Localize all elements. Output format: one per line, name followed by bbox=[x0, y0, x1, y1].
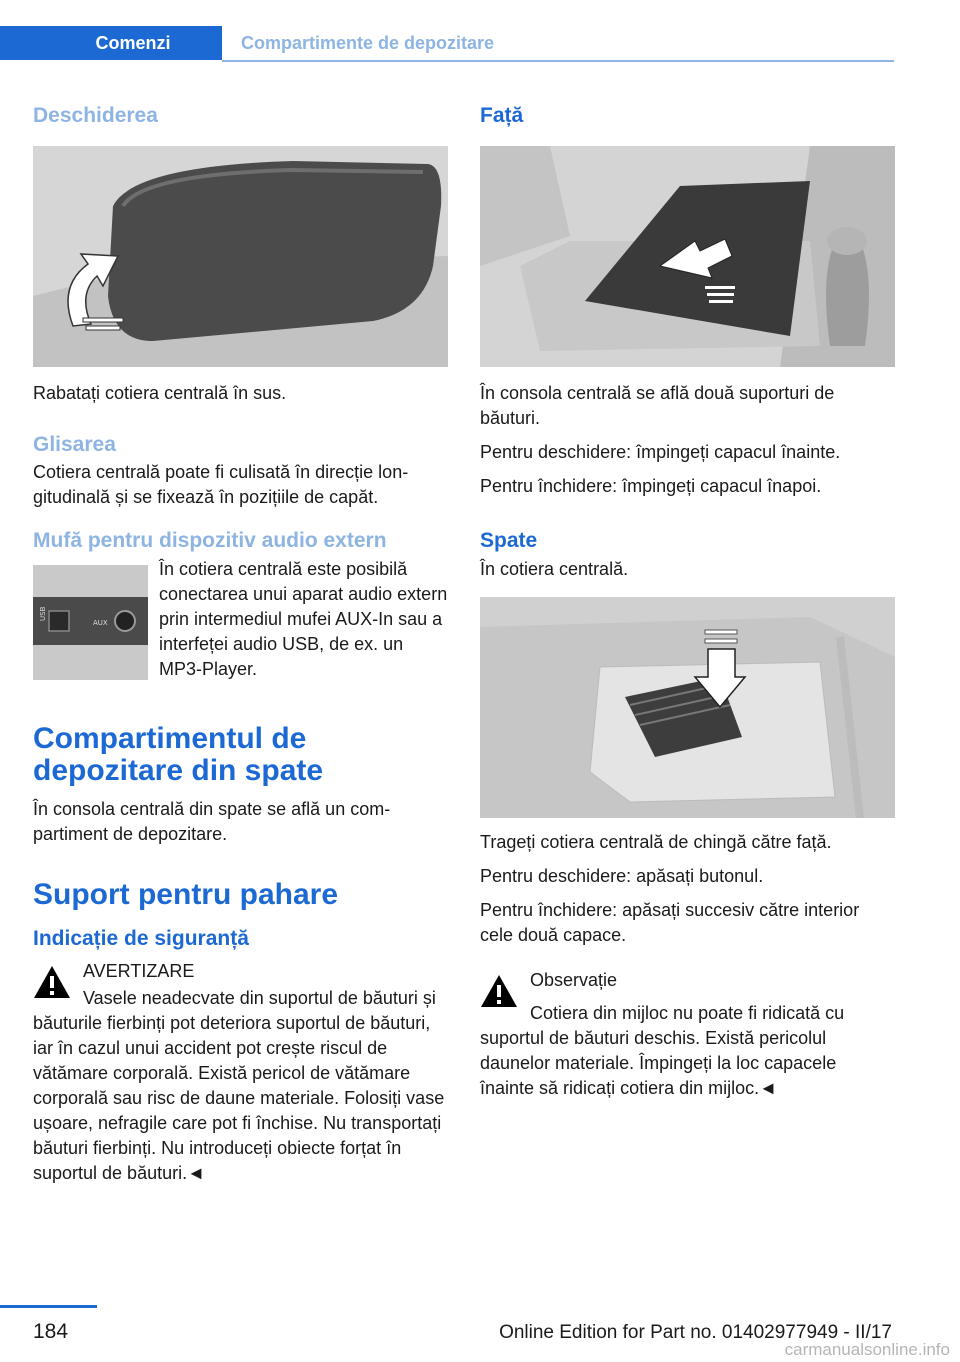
aux-usb-socket-image bbox=[33, 565, 148, 680]
back-text-1: În cotiera centrală. bbox=[480, 559, 629, 579]
footer-rule bbox=[0, 1305, 97, 1308]
warning-label: AVERTIZARE bbox=[83, 961, 195, 981]
sliding-text: Cotiera centrală poate fi culisată în direcție longitudinală și se fixează în pozițiile de capăt. bbox=[33, 462, 409, 507]
header-divider bbox=[222, 60, 894, 62]
front-cupholder-image bbox=[480, 146, 895, 367]
aux-socket-label: AUX bbox=[93, 619, 108, 627]
rear-storage-text: În consola centrală din spate se află un compartiment de depozitare. bbox=[33, 799, 391, 844]
front-text-3: Pentru închidere: împingeți capacul înapoi. bbox=[480, 476, 822, 496]
front-heading: Față bbox=[480, 104, 524, 127]
warning-text: Vasele neadecvate din suportul de băuturi și băuturile fierbinți pot deteriora suportul de băuturi, iar în cazul unui accident pot crește riscul de vătămare corporală. Există pericol de vătămare corporală sau risc de daune materiale. Folosiți vase ușoare, nefragile care pot fi închise. Nu transportați băuturi fierbinți. Nu introduceți obiecte forțat în suportul de băuturi.◄ bbox=[33, 988, 445, 1183]
back-text-2: Trageți cotiera centrală de chingă către față. bbox=[480, 832, 832, 852]
cup-holder-heading: Suport pentru pahare bbox=[33, 878, 339, 911]
safety-heading: Indicație de siguranță bbox=[33, 927, 249, 950]
rear-storage-heading: Compartimentul de depozitare din spate bbox=[33, 722, 324, 787]
audio-text: În cotiera centrală este posibilă conectarea unui aparat audio extern prin intermediul mufei AUX-In sau a interfeței audio USB, de ex. un MP3-Player. bbox=[159, 559, 448, 679]
usb-socket-label: USB bbox=[39, 606, 47, 621]
back-text-4: Pentru închidere: apăsați succesiv către interior cele două capace. bbox=[480, 900, 860, 945]
warning-icon bbox=[480, 974, 518, 1008]
edition-note: Online Edition for Part no. 01402977949 - II/17 bbox=[499, 1322, 892, 1343]
audio-section bbox=[33, 557, 448, 693]
armrest-opening-image bbox=[33, 146, 448, 367]
opening-heading: Deschiderea bbox=[33, 104, 158, 127]
rear-cupholder-image bbox=[480, 597, 895, 818]
note-block bbox=[480, 968, 895, 1101]
opening-caption: Rabatați cotiera centrală în sus. bbox=[33, 383, 287, 403]
section-tab-compartimente[interactable]: Compartimente de depozitare bbox=[241, 32, 495, 53]
page-header bbox=[0, 0, 960, 64]
sliding-heading: Glisarea bbox=[33, 433, 116, 456]
back-text-3: Pentru deschidere: apăsați butonul. bbox=[480, 866, 764, 886]
front-text-2: Pentru deschidere: împingeți capacul înainte. bbox=[480, 442, 841, 462]
watermark: carmanualsonline.info bbox=[784, 1340, 950, 1359]
front-text-1: În consola centrală se află două suporturi de băuturi. bbox=[480, 383, 835, 428]
right-column bbox=[480, 98, 895, 1101]
page-number: 184 bbox=[33, 1320, 69, 1343]
left-column bbox=[33, 98, 448, 1186]
warning-block bbox=[33, 959, 448, 1186]
note-text: Cotiera din mijloc nu poate fi ridicată cu suportul de băuturi deschis. Există pericolul daunelor materiale. Împingeți la loc capacele înainte să ridicați cotiera din mijloc.◄ bbox=[480, 1003, 845, 1098]
section-tab-comenzi[interactable]: Comenzi bbox=[0, 26, 222, 60]
warning-icon bbox=[33, 965, 71, 999]
note-label: Observație bbox=[530, 970, 618, 990]
back-heading: Spate bbox=[480, 529, 538, 552]
audio-heading: Mufă pentru dispozitiv audio extern bbox=[33, 529, 387, 552]
